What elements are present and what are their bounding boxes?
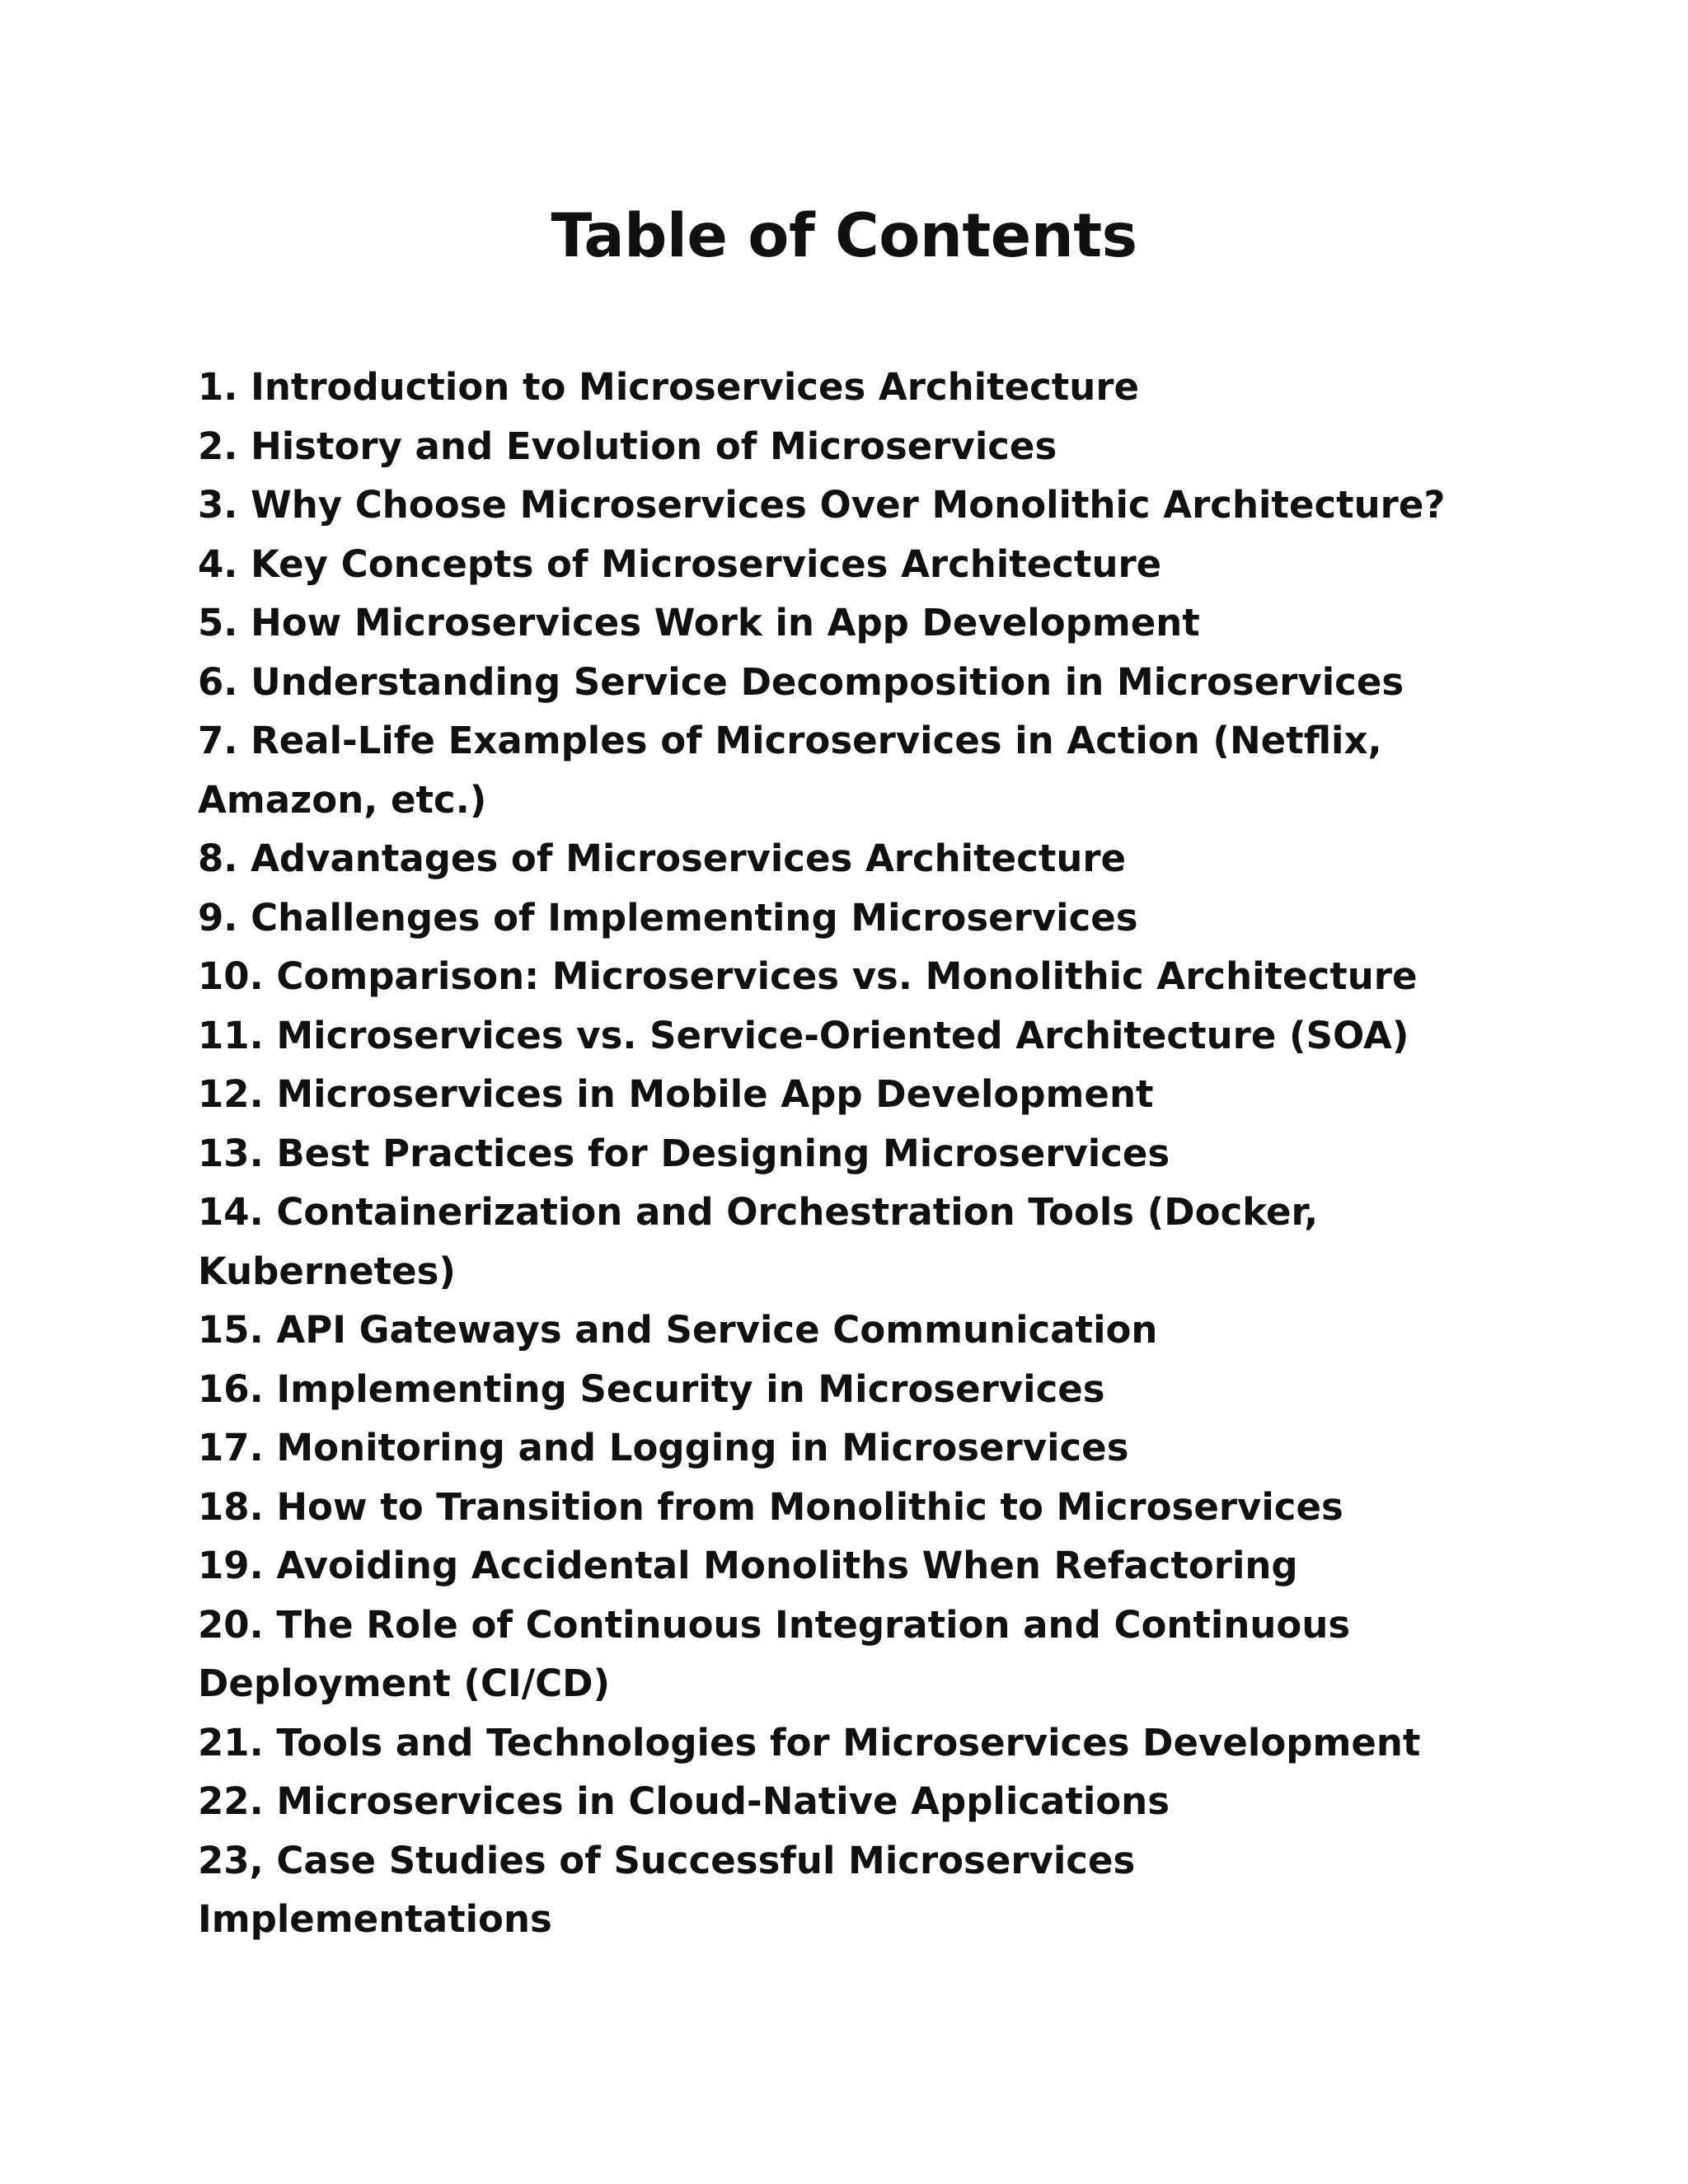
toc-entry: 13. Best Practices for Designing Microservices [198, 1131, 1170, 1175]
toc-entry: 5. How Microservices Work in App Development [198, 601, 1200, 644]
toc-entry: 23, Case Studies of Successful Microservices Implementations [198, 1838, 1136, 1941]
page-title: Table of Contents [551, 201, 1137, 271]
toc-entry: 16. Implementing Security in Microservices [198, 1366, 1105, 1411]
toc-entry: 21. Tools and Technologies for Microservices Development [198, 1720, 1421, 1765]
toc-entry: 17. Monitoring and Logging in Microservices [198, 1426, 1129, 1469]
toc-entry: 1. Introduction to Microservices Architecture [198, 365, 1140, 409]
toc-entry: 12. Microservices in Mobile App Development [198, 1072, 1154, 1116]
table-of-contents [198, 358, 1484, 1949]
toc-entry: 8. Advantages of Microservices Architecture [198, 837, 1127, 880]
toc-entry: 15. API Gateways and Service Communication [198, 1308, 1158, 1352]
toc-entry: 11. Microservices vs. Service-Oriented Architecture (SOA) [198, 1013, 1409, 1057]
toc-entry: 6. Understanding Service Decomposition in Microservices [198, 659, 1404, 704]
toc-entry: 19. Avoiding Accidental Monoliths When Refactoring [198, 1544, 1298, 1587]
toc-entry: 3. Why Choose Microservices Over Monolithic Architecture? [198, 483, 1446, 527]
toc-entry: 2. History and Evolution of Microservices [198, 424, 1057, 468]
toc-entry: 9. Challenges of Implementing Microservices [198, 895, 1138, 940]
toc-entry: 14. Containerization and Orchestration Tools (Docker, Kubernetes) [198, 1190, 1319, 1293]
toc-entry: 20. The Role of Continuous Integration and Continuous Deployment (CI/CD) [198, 1602, 1351, 1705]
toc-entry: 22. Microservices in Cloud-Native Applications [198, 1779, 1170, 1823]
toc-entry: 18. How to Transition from Monolithic to Microservices [198, 1484, 1343, 1529]
toc-entry: 10. Comparison: Microservices vs. Monolithic Architecture [198, 954, 1418, 998]
toc-entry: 7. Real-Life Examples of Microservices in Action (Netflix, Amazon, etc.) [198, 719, 1382, 822]
toc-entry: 4. Key Concepts of Microservices Architecture [198, 541, 1162, 586]
